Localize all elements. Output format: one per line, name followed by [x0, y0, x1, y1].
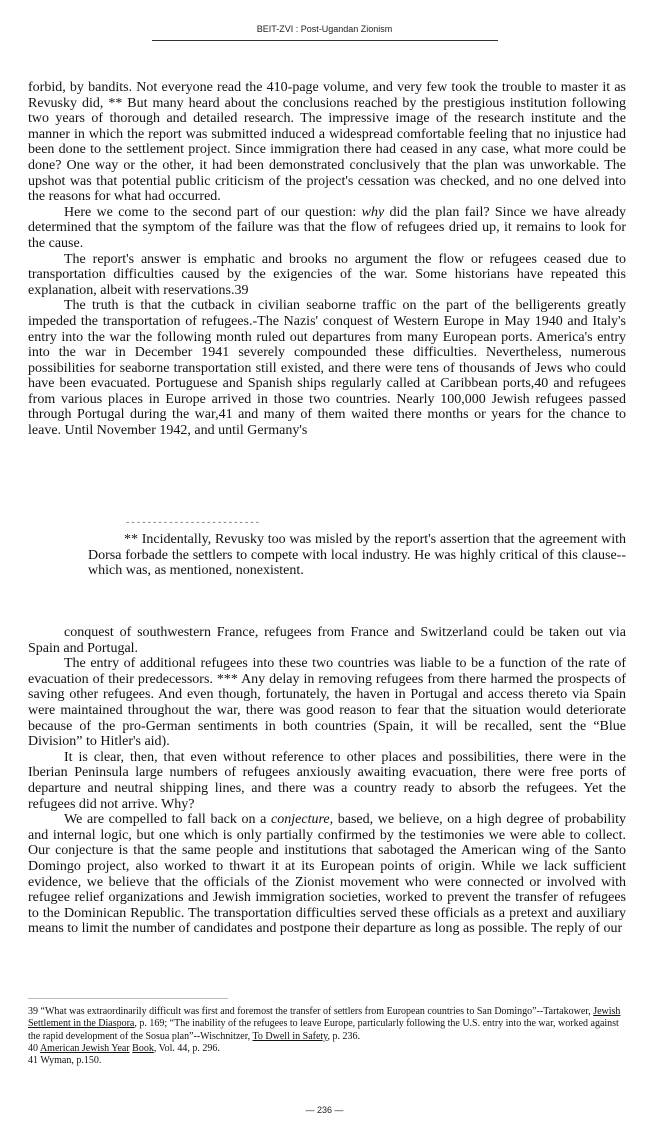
footnote-number: 40 [28, 1042, 38, 1054]
paragraph [28, 205, 626, 252]
footnote-text: “What was extraordinarily difficult was first and foremost the transfer of settlers from European countries to San Domingo”--Tartakower, [38, 1006, 594, 1017]
paragraph: It is clear, then, that even without reference to other places and possibilities, there were in the Iberian Peninsula large numbers of refugees anxiously awaiting evacuation, there were free ports of departure and neutral shipping lines, and there was a country ready to absorb the refugees. Yet the refugees did not arrive. Why? [28, 749, 626, 812]
book-title: Jewish Settlement in the Diaspora [28, 1006, 621, 1030]
paragraph: conquest of southwestern France, refugees from France and Switzerland could be taken out via Spain and Portugal. [28, 625, 626, 656]
paragraph-text: Here we come to the second part of our question: [64, 204, 362, 220]
paragraph: forbid, by bandits. Not everyone read the 410-page volume, and very few took the trouble to master it as Revusky did, ** But many heard about the conclusions reached by the prestigious institution following two years of thorough and detailed research. The impressive image of the research institute and the manner in which the report was submitted induced a widespread comfortable feeling that no injustice had been done to the settlement project. Since immigration there had ceased in any case, what more could be done? One way or the other, it had been demonstrated conclusively that the plan was unworkable. The upshot was that potential public criticism of the project's cessation was checked, and no one delved into the reasons for what had occurred. [28, 80, 626, 205]
footnote-separator: ------------------------- [125, 518, 261, 528]
italic-text: conjecture, [271, 812, 334, 828]
footnote-rule [28, 998, 228, 999]
header-rule [152, 40, 498, 41]
book-title: American Jewish Year [39, 1042, 130, 1054]
paragraph: The entry of additional refugees into these two countries was liable to be a function of the rate of evacuation of their predecessors. *** Any delay in removing refugees from there harmed the prospects of saving other refugees. And even though, fortunately, the haven in Portugal and access thereto via Spain were maintained throughout the war, there was good reason to fear that the situation would deteriorate because of the pro-German sentiments in both countries (Spain, it will be recalled, sent the “Blue Division” to Hitler's aid). [28, 656, 626, 750]
paragraph [28, 812, 626, 937]
footnote-39 [28, 1006, 628, 1043]
footnote-number: 41 [28, 1055, 38, 1067]
italic-text: why [361, 204, 385, 220]
book-title: To Dwell in Safety [252, 1030, 328, 1042]
body-text-top [28, 80, 626, 439]
inline-footnote [88, 532, 626, 579]
body-text-bottom [28, 625, 626, 937]
inline-footnote-text: ** Incidentally, Revusky too was misled by the report's assertion that the agreement with Dorsa forbade the settlers to compete with local industry. He was highly critical of this clause--which was, as mentioned, nonexistent. [88, 532, 626, 579]
paragraph-text: We are compelled to fall back on a [64, 812, 272, 828]
footnote-text: , p. 236. [327, 1030, 361, 1042]
footnote-number: 39 [28, 1006, 38, 1017]
page-number: — 236 — [305, 1105, 344, 1115]
footnote-40 [28, 1043, 628, 1055]
footnote-text: Wyman, p.150. [38, 1055, 102, 1067]
book-title: Book [132, 1042, 154, 1054]
footnotes [28, 1006, 628, 1067]
footnote-text: , Vol. 44, p. 296. [153, 1042, 220, 1054]
footnote-text: , p. 169; “The inability of the refugees to leave Europe, particularly following the U.S. entry into the war, worked against the rapid development of the Sosua plan”--Wischnitzer, [28, 1018, 619, 1042]
running-header: BEIT-ZVI : Post-Ugandan Zionism [256, 24, 393, 34]
paragraph-text: based, we believe, on a high degree of probability and internal logic, but one which is only partially confirmed by the testimonies we were able to collect. Our conjecture is that the same people and institutions that sabotaged the American wing of the Santo Domingo project, also worked to thwart it at its European points of origin. While we lack sufficient evidence, we believe that the officials of the Zionist movement who were connected or involved with refugee relief organizations and Jewish immigration societies, worked to prevent the transfer of refugees to the Dominican Republic. The transportation difficulties served these officials as a pretext and auxiliary means to limit the number of candidates and postpone their departure as long as possible. The reply of our [28, 812, 626, 937]
footnote-41 [28, 1055, 628, 1067]
paragraph: The report's answer is emphatic and brooks no argument the flow or refugees ceased due to transportation difficulties caused by the exigencies of the war. Some historians have repeated this explanation, albeit with reservations.39 [28, 251, 626, 298]
paragraph-text: did the plan fail? Since we have already determined that the symptom of the failure was that the flow of refugees dried up, it remains to look for the cause. [28, 204, 626, 251]
paragraph: The truth is that the cutback in civilian seaborne traffic on the part of the belligerents greatly impeded the transportation of refugees.-The Nazis' conquest of Western Europe in May 1940 and Italy's entry into the war the following month ruled out departures from many European ports. America's entry into the war in December 1941 severely compounded these difficulties. Nevertheless, numerous possibilities for seaborne transportation still existed, and there were tens of thousands of Jews who could have been evacuated. Portuguese and Spanish ships regularly called at Caribbean ports,40 and refugees from various places in Europe arrived in those two countries. Nearly 100,000 Jewish refugees passed through Portugal during the war,41 and many of them waited there months or years for the chance to leave. Until November 1942, and until Germany's [28, 298, 626, 439]
